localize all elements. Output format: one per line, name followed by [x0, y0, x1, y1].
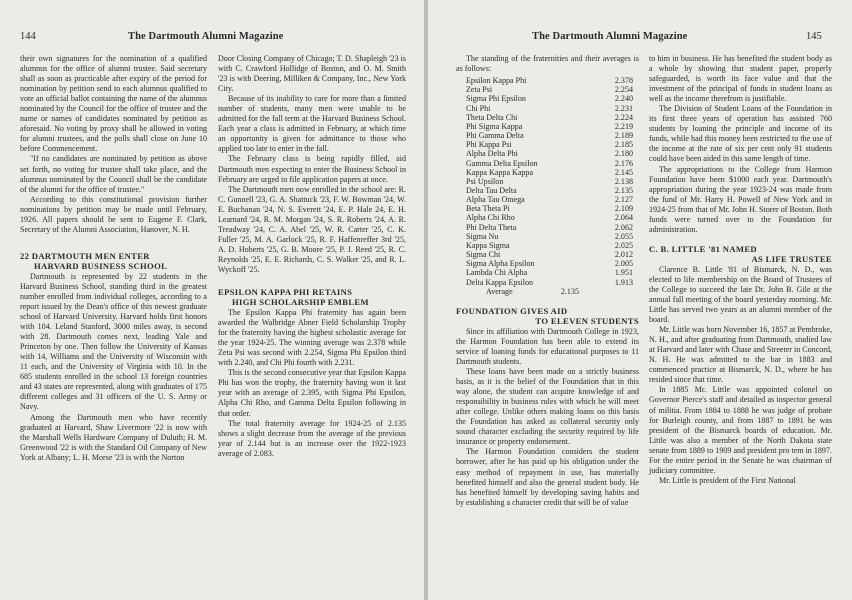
fraternity-average: 2.189: [614, 131, 633, 141]
heading-line: AS LIFE TRUSTEE: [751, 253, 832, 264]
fraternity-name: Sigma Nu: [466, 231, 499, 241]
running-header: The Dartmouth Alumni Magazine: [532, 31, 688, 42]
fraternity-name: Kappa Kappa Kappa: [466, 167, 534, 177]
standing-row: [456, 213, 639, 222]
fraternity-name: Delta Tau Delta: [466, 185, 517, 195]
paragraph: The Division of Student Loans of the Foundation in its first three years of operation has assisted 760 students by loaning the principle and income of its funds, while had this money been restricted to the use of the income at the rate of six per cent only 91 students could have been aided in this same length of time.: [649, 104, 832, 164]
fraternity-average: 2.127: [614, 195, 633, 205]
fraternity-standings-table: [456, 76, 639, 296]
heading-line: C. B. LITTLE '81 NAMED: [649, 243, 757, 254]
fraternity-average: 2.064: [614, 213, 633, 223]
fraternity-average: 2.185: [614, 140, 633, 150]
fraternity-average: 2.254: [614, 85, 633, 95]
left-column-2: [218, 54, 406, 459]
article-heading: [20, 251, 207, 271]
standing-row: [456, 131, 639, 140]
fraternity-name: Sigma Phi Epsilon: [466, 94, 526, 104]
paragraph: Mr. Little is president of the First National: [659, 475, 796, 485]
fraternity-average: 2.109: [614, 204, 633, 214]
article-heading: [218, 287, 406, 307]
heading-line: EPSILON KAPPA PHI RETAINS: [218, 287, 353, 298]
standing-row: [456, 94, 639, 103]
fraternity-name: Chi Phi: [466, 103, 491, 113]
fraternity-average: 1.913: [614, 277, 633, 287]
running-header: The Dartmouth Alumni Magazine: [128, 31, 284, 42]
standing-row: [456, 195, 639, 204]
fraternity-name: Beta Theta Pi: [466, 204, 510, 214]
fraternity-average: 2.231: [614, 103, 633, 113]
heading-line: 22 DARTMOUTH MEN ENTER: [20, 250, 150, 261]
fraternity-average: 2.224: [614, 112, 633, 122]
standing-row: [456, 159, 639, 168]
heading-line: FOUNDATION GIVES AID: [456, 305, 568, 316]
standing-row: [456, 268, 639, 277]
fraternity-average: 2.055: [614, 231, 633, 241]
paragraph: These loans have been made on a strictly business basis, as it is the belief of the Foundation that in this way alone, the student can acquire knowledge of and responsibility in business rules with which he will meet after college. Unlike others making loans on this basis the Foundation has asked as collateral security only sound character excluding the security required by life insurance or property endorsement.: [456, 367, 639, 447]
paragraph: to him in business. He has benefited the student body as a whole by showing that student paper, properly safeguarded, is worth its face value and that the investment of the principal of funds in student loans as well as the income therefrom is justifiable.: [649, 54, 832, 104]
paragraph: The total fraternity average for 1924-25 of 2.135 shows a slight decrease from the average of the previous year of 2.144 but is an increase over the 1922-1923 average of 2.083.: [218, 418, 406, 458]
heading-line: HIGH SCHOLARSHIP EMBLEM: [232, 297, 369, 308]
paragraph: According to this constitutional provision further nominations by petition may be made until February, 1926. All papers should be sent to Eugene F. Clark, Secretary of the Alumni Association, Hanover, N. H.: [20, 194, 207, 234]
fraternity-name: Phi Kappa Psi: [466, 140, 512, 150]
average-value: 2.135: [560, 286, 579, 296]
paragraph: This is the second consecutive year that Epsilon Kappa Phi has won the trophy, the fraternity having won it last year with an average of 2.395, with Sigma Phi Epsilon, Alpha Chi Rho, and Gamma Delta Epsilon following in that order.: [218, 368, 406, 418]
standing-row: [456, 149, 639, 158]
paragraph: Since its affiliation with Dartmouth College in 1923, the Harmon Foundation has been able to extend its service of loaning funds for educational purposes to 11 Dartmouth students.: [456, 326, 639, 366]
standing-row: [456, 177, 639, 186]
fraternity-name: Theta Delta Chi: [466, 112, 518, 122]
fraternity-name: Phi Delta Theta: [466, 222, 517, 232]
fraternity-average: 2.180: [614, 149, 633, 159]
standing-row: [456, 140, 639, 149]
paragraph: In 1885 Mr. Little was appointed colonel on Governor Pierce's staff and detailed as inspector general of militia. From 1884 to 1888 he was judge of probate for Burleigh county, and from 1887 to 1891 he was president of the Bismarck boards of education. Mr. Little was also a member of the North Dakota state senate from 1889 to 1909 and president pro tem in 1897. For the entire period in the Senate he was chairman of judiciary committee.: [649, 385, 832, 475]
fraternity-name: Kappa Sigma: [466, 240, 510, 250]
right-column-1: [456, 54, 639, 508]
fraternity-name: Sigma Chi: [466, 250, 501, 260]
standing-row: [456, 104, 639, 113]
fraternity-average: 2.012: [614, 250, 633, 260]
fraternity-average: 2.378: [614, 76, 633, 86]
standing-row: [456, 223, 639, 232]
fraternity-average: 2.145: [614, 167, 633, 177]
paragraph: their own signatures for the nomination of a qualified alumnus for the office of alumni trustee. Said secretary shall as soon as practicable after expiry of the period for nomination by petition send to each alumnus qualified to vote an official ballot containing the name of the alumnus nominated by the Council for the office of trustee and the name or names of candidates nominated by petition as aforesaid. No voting by proxy shall be allowed in voting for alumni trustees, and the polls shall close on June 10 before Commencement.: [20, 54, 207, 154]
paragraph: Because of its inability to care for more than a limited number of students, many men were unable to be admitted for the fall term at the Harvard Business School. Each year a class is admitted in February, at which time an opportunity is given for admittance to those who applied too late to enter in the fall.: [218, 94, 406, 154]
standing-row: [456, 76, 639, 85]
standing-row: [456, 250, 639, 259]
article-heading: [649, 244, 832, 264]
paragraph: The standing of the fraternities and their averages is as follows:: [456, 54, 639, 74]
fraternity-name: Alpha Delta Phi: [466, 149, 518, 159]
paragraph: The February class is being rapidly filled, aid Dartmouth men expecting to enter the Business School in February are urged to file application papers at once.: [218, 154, 406, 184]
standing-row: [456, 168, 639, 177]
average-row: [456, 287, 639, 296]
fraternity-name: Gamma Delta Epsilon: [466, 158, 538, 168]
fraternity-name: Delta Kappa Epsilon: [466, 277, 534, 287]
article-heading: [456, 306, 639, 326]
fraternity-average: 2.240: [614, 94, 633, 104]
paragraph: The appropriations to the College from Harmon Foundation have been $1000 each year. Dartmouth's appropriation during the year 1923-24 was made from the fund of Mr. Harry H. Powell of New York and in 1924-25 from that of Mr. John H. Storer of Boston. Both funds were turned over to the Foundation for administration.: [649, 164, 832, 234]
fraternity-name: Psi Upsilon: [466, 176, 504, 186]
paragraph: Door Closing Company of Chicago; T. D. Shapleigh '23 is with C. Crawford Hollidge of Boston, and O. M. Smith '23 is with Deering, Milliken & Company, Inc., New York City.: [218, 54, 406, 94]
paragraph: Dartmouth is represented by 22 students in the Harvard Business School, standing third in the greatest number enrolled from individual colleges, according to a report issued by the Dean's office of this newest graduate school of Harvard University. Harvard holds first honors with 104. Leland Stanford, 3000 miles away, is second with 28. Dartmouth comes next, leading Yale and Princeton by one. Then follow the University of Kansas with 14, Williams and the University of Wisconsin with 11 each, and the University of Virginia with 10. In the 685 students enrolled in the school 13 foreign countries and 43 states are represented, along with graduates of 175 different colleges and 31 officers of the U. S. Army or Navy.: [20, 271, 207, 412]
paragraph: "If no candidates are nominated by petition as above set forth, no voting for trustee shall take place, and the alumnus nominated by the Council shall be the candidate of the alumni for the office of trustee.": [20, 154, 207, 194]
right-page: [428, 0, 852, 600]
fraternity-average: 2.219: [614, 121, 633, 131]
standing-row: [456, 259, 639, 268]
fraternity-name: Alpha Chi Rho: [466, 213, 515, 223]
page-number: 145: [806, 31, 822, 42]
left-column-1: [20, 54, 207, 463]
paragraph: The Dartmouth men now enrolled in the school are: R. C. Gunnell '23, G. A. Shattuck '23, F. W. Bowman '24, W. E. Buchanan '24, N. S. Everett '24, E. P. Hale 24, E. H. Learnard '24, R. M. Morgan '24, S. R. Roberts '24, A. R. Treadway '24, C. A. Abel '25, W. R. Carter '25, C. K. Fuller '25, M. A. Garlock '25, R. F. Haffenreffer 3rd '25, A. D. Hoberts '25, G. B. Moore '25, P. J. Reed '25, R. C. Reynolds '25, E. E. Richards, C. S. Walker '25, and R. L. Wyckoff '25.: [218, 184, 406, 274]
standing-row: [456, 204, 639, 213]
fraternity-name: Sigma Alpha Epsilon: [466, 259, 535, 269]
left-page: [0, 0, 424, 600]
right-column-2: [649, 54, 832, 486]
fraternity-name: Phi Sigma Kappa: [466, 121, 523, 131]
fraternity-average: 2.135: [614, 185, 633, 195]
fraternity-name: Alpha Tau Omega: [466, 195, 525, 205]
standing-row: [456, 278, 639, 287]
standing-row: [456, 241, 639, 250]
heading-line: HARVARD BUSINESS SCHOOL: [34, 260, 168, 271]
fraternity-name: Lambda Chi Alpha: [466, 268, 528, 278]
standing-row: [456, 232, 639, 241]
paragraph: Mr. Little was born November 16, 1857 at Pembroke, N. H., and after graduating from Dartmouth, studied law at Harvard and later with Chase and Streeter in Concord, N. H. He was admitted to the bar in 1883 and commenced practice at Bismarck, N. D., where he has resided since that time.: [649, 325, 832, 385]
standing-row: [456, 122, 639, 131]
paragraph: The Harmon Foundation considers the student borrower, after he has paid up his obligation under the easy method of repayment in use, has materially benefited himself and also the general student body. He has benefited himself by developing saving habits and by establishing a character credit that will be of value: [456, 447, 639, 507]
fraternity-average: 2.176: [614, 158, 633, 168]
standing-row: [456, 85, 639, 94]
paragraph: The Epsilon Kappa Phi fraternity has again been awarded the Walbridge Abner Field Scholarship Trophy for the fraternity having the highest scholastic average for the year 1924-25. The winning average was 2.378 while Zeta Psi was second with 2.254, Sigma Phi Epsilon third with 2.240, and Chi Phi fourth with 2.231.: [218, 308, 406, 368]
standing-row: [456, 113, 639, 122]
paragraph: Among the Dartmouth men who have recently graduated at Harvard, Shaw Livermore '22 is now with the Marshall Wells Hardware Company of Duluth; H. M. Greenwood '22 is with the Standard Oil Company of New York at Albany; L. H. Morse '23 is with the Norton: [20, 412, 207, 462]
standing-row: [456, 186, 639, 195]
fraternity-average: 2.025: [614, 240, 633, 250]
fraternity-name: Epsilon Kappa Phi: [466, 76, 527, 86]
average-label: Average: [486, 286, 513, 296]
fraternity-name: Zeta Psi: [466, 85, 493, 95]
fraternity-name: Phi Gamma Delta: [466, 131, 524, 141]
paragraph: Clarence B. Little '81 of Bismarck, N. D., was elected to life membership on the Board of Trustees of the College to succeed the late Dr. John B. Gile at the annual fall meeting of the board yesterday morning. Mr. Little has served two years as an alumni member of the board.: [649, 264, 832, 325]
fraternity-average: 1.951: [614, 268, 633, 278]
page-number: 144: [20, 31, 36, 42]
fraternity-average: 2.138: [614, 176, 633, 186]
fraternity-average: 2.005: [614, 259, 633, 269]
heading-line: TO ELEVEN STUDENTS: [535, 315, 639, 326]
fraternity-average: 2.062: [614, 222, 633, 232]
